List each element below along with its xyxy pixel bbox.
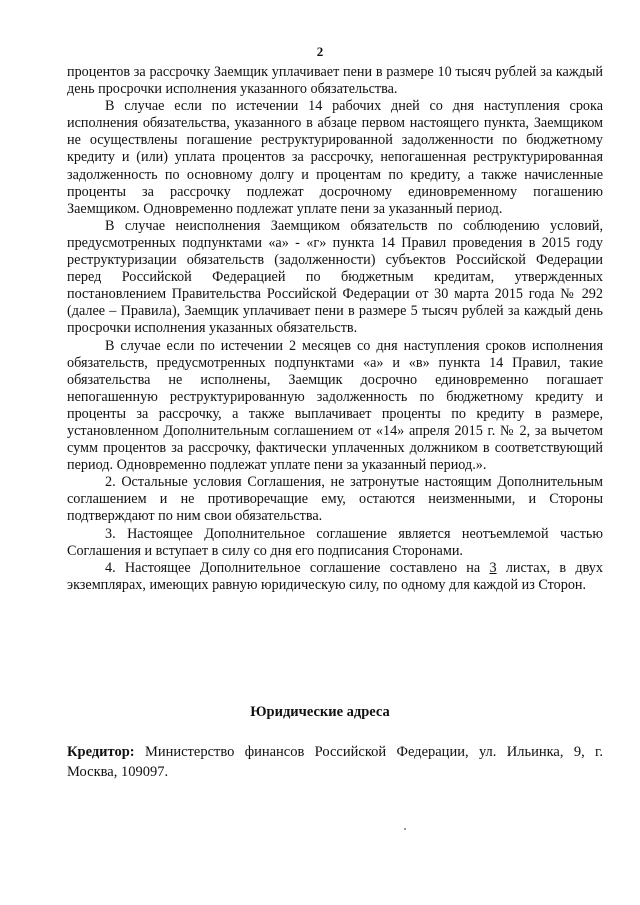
paragraph-2-months: В случае если по истечении 2 месяцев со дня наступления сроков исполнения обязательств, предусмотренных подпунктами «а» и «в» пункта 14 Правил, такие обязательства не исполнены, Заемщик досрочно единовременно погашает непогашенную реструктурированную задолженность по бюджетному кредиту и проценты за рассрочку, а также выплачивает проценты по кредиту в размере, установленном Дополнительным соглашением от «14» апреля 2015 г. № 2, за вычетом сумм процентов за рассрочку, фактически уплаченных должником в соответствующий период. Одновременно подлежат уплате пени за указанный период.». — [67, 337, 603, 474]
paragraph-rules-violation: В случае неисполнения Заемщиком обязательств по соблюдению условий, предусмотренных подпунктами «а» - «г» пункта 14 Правил проведения в 2015 году реструктуризации обязательств (задолженности) субъектов Российской Федерации перед Российской Федерацией по бюджетным кредитам, утвержденных постановлением Правительства Российской Федерации от 30 марта 2015 года № 292 (далее – Правила), Заемщик уплачивает пени в размере 5 тысяч рублей за каждый день просрочки исполнения указанных обязательств. — [67, 217, 603, 337]
document-body — [67, 64, 603, 594]
clause-4-after: листах, в двух экземплярах, имеющих равную юридическую силу, по одному для каждой из Сторон. — [67, 559, 603, 593]
page-number: 2 — [316, 44, 324, 59]
paragraph-continuation: процентов за рассрочку Заемщик уплачивает пени в размере 10 тысяч рублей за каждый день просрочки исполнения указанного обязательства. — [67, 64, 603, 98]
clause-2: 2. Остальные условия Соглашения, не затронутые настоящим Дополнительным соглашением и не противоречащие ему, остаются неизменными, и Стороны подтверждают по ним свои обязательства. — [67, 474, 603, 525]
clause-4 — [67, 560, 603, 594]
sheet-count: 3 — [489, 559, 497, 576]
clause-3: 3. Настоящее Дополнительное соглашение является неотъемлемой частью Соглашения и вступает в силу со дня его подписания Сторонами. — [67, 525, 603, 559]
scan-speck — [404, 828, 406, 830]
creditor-text: Министерство финансов Российской Федерации, ул. Ильинка, 9, г. Москва, 109097. — [67, 744, 603, 780]
paragraph-14-days: В случае если по истечении 14 рабочих дней со дня наступления срока исполнения обязательства, указанного в абзаце первом настоящего пункта, Заемщиком не осуществлены погашение реструктурированной задолженности по бюджетному кредиту и (или) уплата процентов за рассрочку, непогашенная реструктурированная задолженность по основному долгу и процентам по кредиту, а также начисленные проценты за рассрочку подлежат досрочному единовременному погашению Заемщиком. Одновременно подлежат уплате пени за указанный период. — [67, 98, 603, 217]
section-title-legal-addresses: Юридические адреса — [250, 704, 390, 720]
clause-4-before: 4. Настоящее Дополнительное соглашение составлено на — [105, 559, 490, 576]
creditor-label: Кредитор: — [67, 744, 135, 760]
creditor-address — [67, 742, 603, 782]
